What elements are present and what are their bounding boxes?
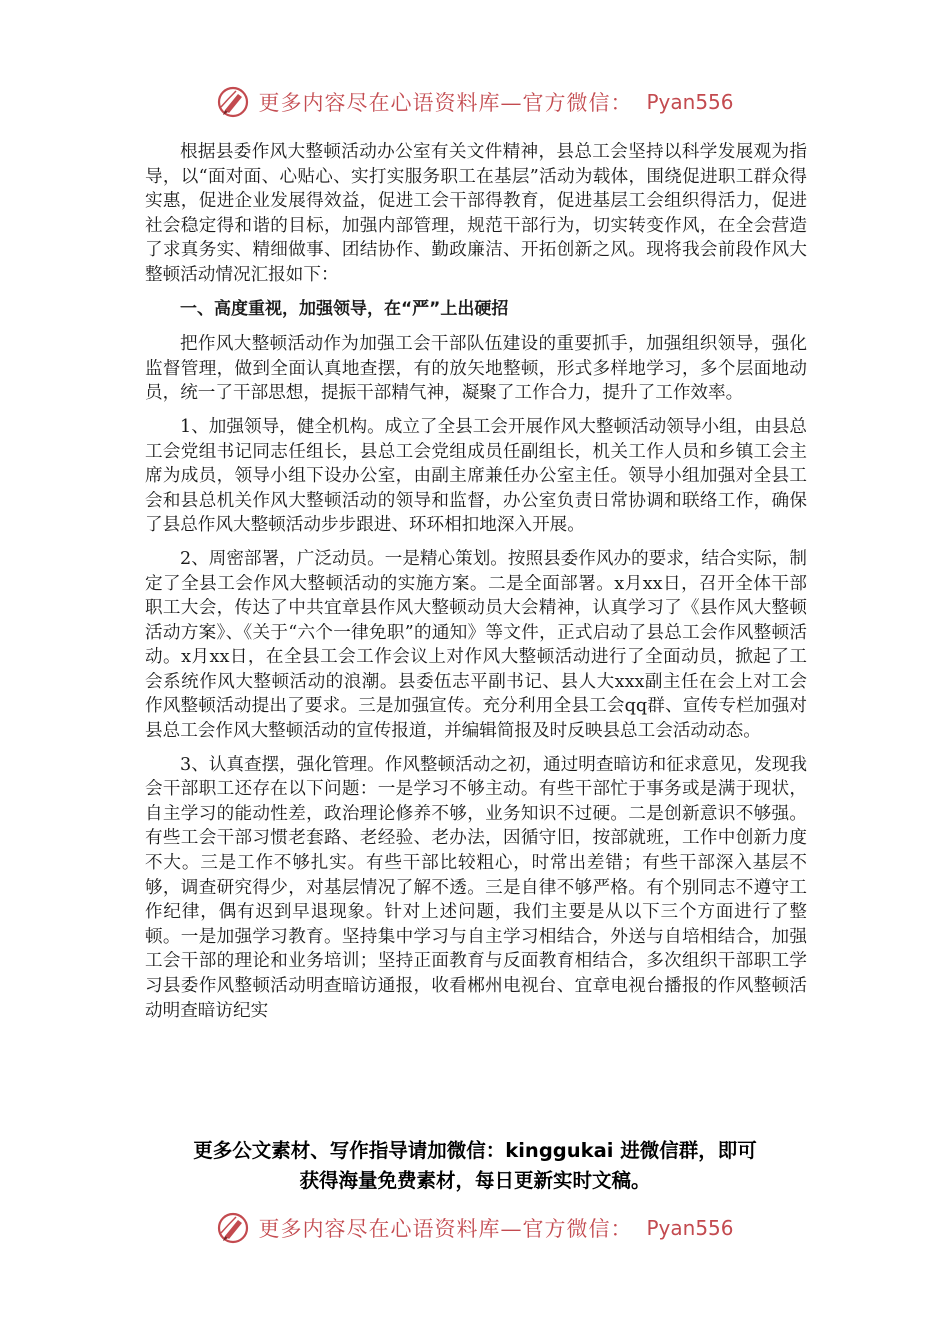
item-1-paragraph: 1、加强领导，健全机构。成立了全县工会开展作风大整顿活动领导小组，由县总工会党组书记同志任组长，县总工会党组成员任副组长，机关工作人员和乡镇工会主席为成员，领导小组下设办公室，由副主席兼任办公室主任。领导小组加强对全县工会和县总机关作风大整顿活动的领导和监督，办公室负责日常协调和联络工作，确保了县总作风大整顿活动步步跟进、环环相扣地深入开展。 — [145, 416, 807, 536]
pen-logo-icon — [216, 1211, 250, 1245]
item-2-paragraph: 2、周密部署，广泛动员。一是精心策划。按照县委作风办的要求，结合实际，制定了全县工会作风大整顿活动的实施方案。二是全面部署。x月xx日，召开全体干部职工大会，传达了中共宜章县作风大整顿动员大会精神，认真学习了《县作风大整顿活动方案》、《关于“六个一律免职”的通知》等文件，正式启动了县总工会作风整顿活动。x月xx日，在全县工会工作会议上对作风大整顿活动进行了全面动员，掀起了工会系统作风大整顿活动的浪潮。县委伍志平副书记、县人大xxx副主任在会上对工会作风整顿活动提出了要求。三是加强宣传。充分利用全县工会qq群、宣传专栏加强对县总工会作风大整顿活动的宣传报道，并编辑简报及时反映县总工会活动动态。 — [145, 548, 807, 742]
promo-line-2: 获得海量免费素材，每日更新实时文稿。 — [299, 1169, 651, 1192]
section-1-heading: 一、高度重视，加强领导，在“严”上出硬招 — [180, 298, 509, 319]
document-body — [145, 140, 807, 1032]
section-1-paragraph: 把作风大整顿活动作为加强工会干部队伍建设的重要抓手，加强组织领导，强化监督管理，做到全面认真地查摆，有的放矢地整顿，形式多样地学习，多个层面地动员，统一了干部思想，提振干部精气神，凝聚了工作合力，提升了工作效率。 — [145, 334, 807, 404]
footer-banner — [0, 1208, 950, 1248]
header-banner-text: 更多内容尽在心语资料库—官方微信： — [258, 91, 633, 115]
footer-banner-text: 更多内容尽在心语资料库—官方微信： — [258, 1217, 633, 1241]
intro-paragraph: 根据县委作风大整顿活动办公室有关文件精神，县总工会坚持以科学发展观为指导，以“面对面、心贴心、实打实服务职工在基层”活动为载体，围绕促进职工群众得实惠，促进企业发展得效益，促进工会干部得教育，促进基层工会组织得活力，促进社会稳定得和谐的目标，加强内部管理，规范干部行为，切实转变作风，在全会营造了求真务实、精细做事、团结协作、勤政廉洁、开拓创新之风。现将我会前段作风大整顿活动情况汇报如下： — [145, 142, 807, 285]
promo-notice — [140, 1136, 810, 1196]
header-banner — [0, 82, 950, 122]
promo-line-1: 更多公文素材、写作指导请加微信：kinggukai 进微信群，即可 — [193, 1139, 757, 1162]
header-banner-id: Pyan556 — [646, 90, 734, 114]
pen-logo-icon — [216, 85, 250, 119]
footer-banner-id: Pyan556 — [646, 1216, 734, 1240]
item-3-paragraph: 3、认真查摆，强化管理。作风整顿活动之初，通过明查暗访和征求意见，发现我会干部职工还存在以下问题：一是学习不够主动。有些干部忙于事务或是满于现状，自主学习的能动性差，政治理论修养不够，业务知识不过硬。二是创新意识不够强。有些工会干部习惯老套路、老经验、老办法，因循守旧，按部就班，工作中创新力度不大。三是工作不够扎实。有些干部比较粗心，时常出差错；有些干部深入基层不够，调查研究得少，对基层情况了解不透。三是自律不够严格。有个别同志不遵守工作纪律，偶有迟到早退现象。针对上述问题，我们主要是从以下三个方面进行了整顿。一是加强学习教育。坚持集中学习与自主学习相结合，外送与自培相结合，加强工会干部的理论和业务培训；坚持正面教育与反面教育相结合，多次组织干部职工学习县委作风整顿活动明查暗访通报，收看郴州电视台、宜章电视台播报的作风整顿活动明查暗访纪实 — [145, 754, 807, 1021]
